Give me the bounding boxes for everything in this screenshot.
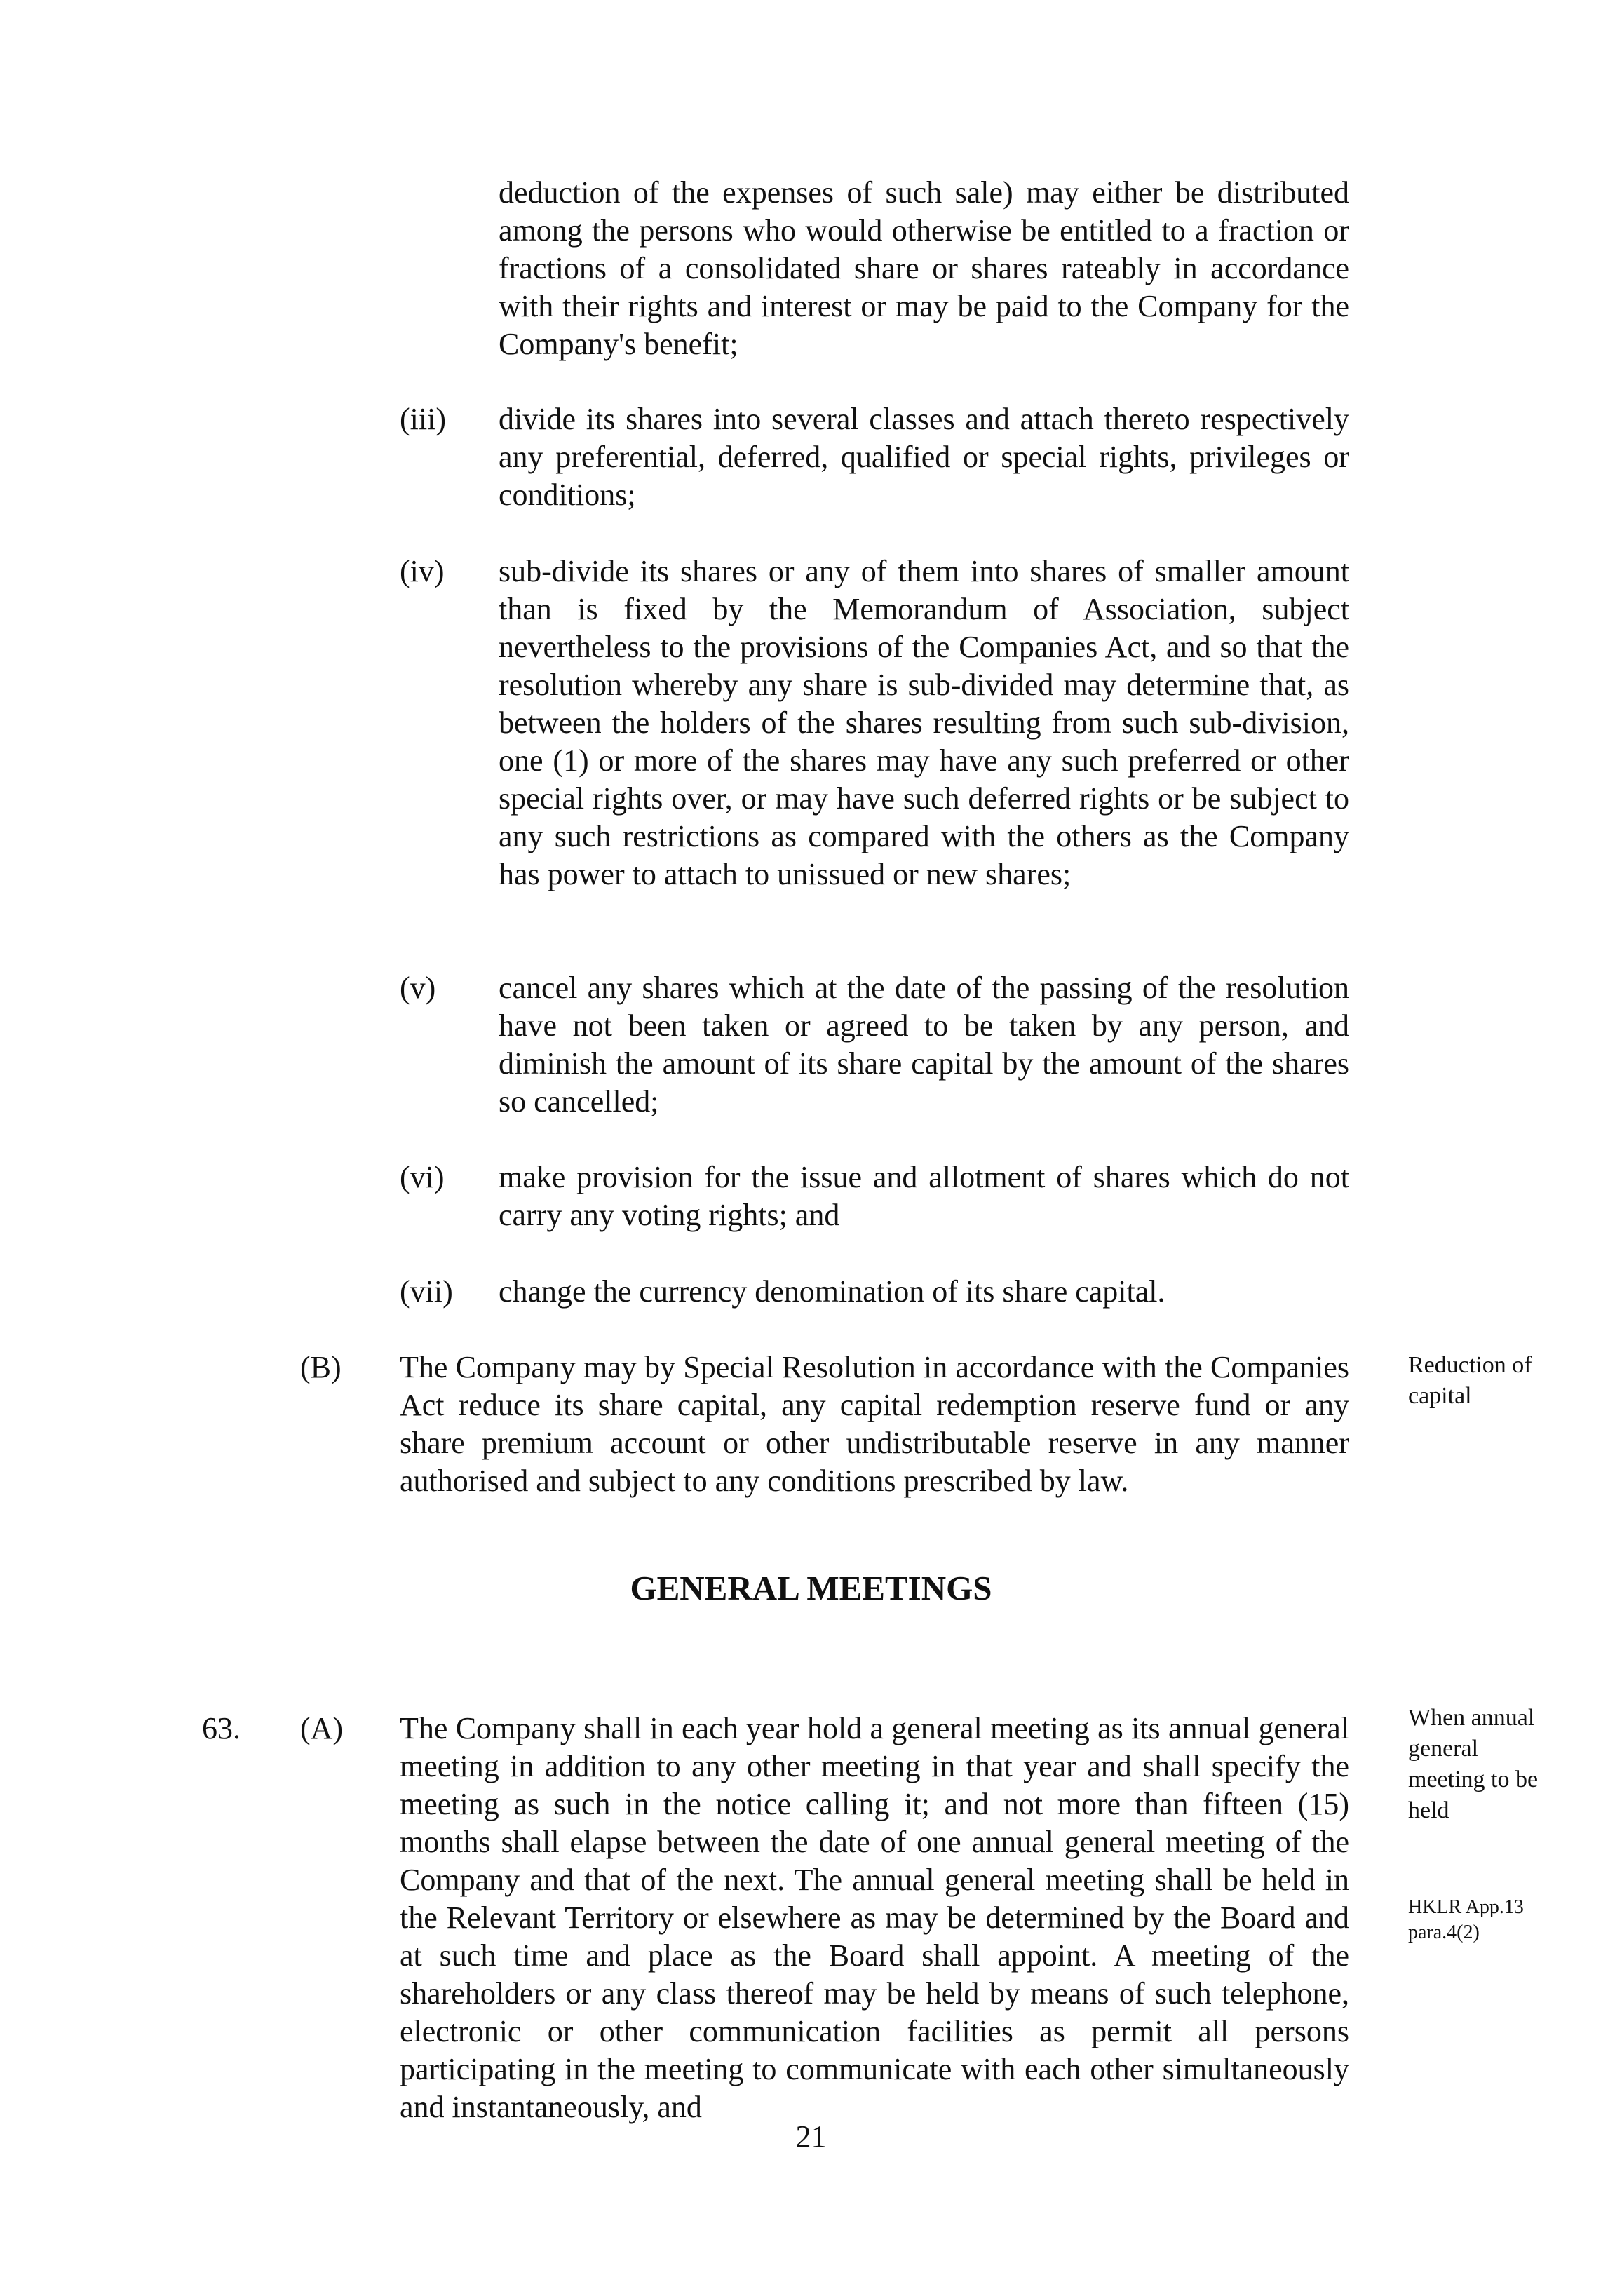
section-heading: GENERAL MEETINGS <box>630 1569 992 1607</box>
article-63-label: (A) <box>300 1711 344 1745</box>
item-label-iv: (iv) <box>400 554 445 588</box>
article-63-text: The Company shall in each year hold a general meeting as its annual general meeting in addition to any other meeting in that year and shall specify the meeting as such in the notice calling it; and not more than fifteen (15) months shall elapse between the date of one annual general meeting of the Company and that of the next. The annual general meeting shall be held in the Relevant Territory or elsewhere as may be determined by the Board and at such time and place as the Board shall appoint. A meeting of the shareholders or any class thereof may be held by means of such telephone, electronic or other communication facilities as permit all persons participating in the meeting to communicate with each other simultaneously and instantaneously, and <box>400 1711 1349 2124</box>
section-b-text: The Company may by Special Resolution in accordance with the Companies Act reduce its share capital, any capital redemption reserve fund or any share premium account or other undistributable reserve in any manner authorised and subject to any conditions prescribed by law. <box>400 1350 1349 1498</box>
item-text-iii: divide its shares into several classes and attach thereto respectively any preferential, deferred, qualified or special rights, privileges or conditions; <box>499 402 1349 512</box>
article-number: 63. <box>202 1711 241 1745</box>
item-label-iii: (iii) <box>400 402 446 436</box>
item-label-v: (v) <box>400 971 436 1005</box>
item-label-vii: (vii) <box>400 1274 453 1309</box>
item-text-iv: sub-divide its shares or any of them into shares of smaller amount than is fixed by the Memorandum of Association, subject nevertheless to the provisions of the Companies Act, and so that the resolution whereby any share is sub-divided may determine that, as between the holders of the shares resulting from such sub-division, one (1) or more of the shares may have any such preferred or other special rights over, or may have such deferred rights or be subject to any such restrictions as compared with the others as the Company has power to attach to unissued or new shares; <box>499 554 1349 891</box>
item-text-vii: change the currency denomination of its share capital. <box>499 1274 1165 1309</box>
margin-reference-hklr: HKLR App.13 para.4(2) <box>1408 1896 1524 1943</box>
item-text-v: cancel any shares which at the date of the passing of the resolution have not been taken or agreed to be taken by any person, and diminish the amount of its share capital by the amount of the shares so cancelled; <box>499 971 1349 1119</box>
item-text-vi: make provision for the issue and allotment of shares which do not carry any voting rights; and <box>499 1160 1349 1232</box>
page-number: 21 <box>795 2119 827 2154</box>
margin-note-annual-general-meeting: When annual general meeting to be held <box>1408 1705 1539 1823</box>
item-label-vi: (vi) <box>400 1160 445 1194</box>
continuation-paragraph: deduction of the expenses of such sale) may either be distributed among the persons who would otherwise be entitled to a fraction or fractions of a consolidated share or shares rateably in accordance with their rights and interest or may be paid to the Company for the Company's benefit; <box>499 175 1349 361</box>
margin-note-reduction-of-capital: Reduction of capital <box>1408 1352 1532 1409</box>
section-b-label: (B) <box>300 1350 342 1384</box>
